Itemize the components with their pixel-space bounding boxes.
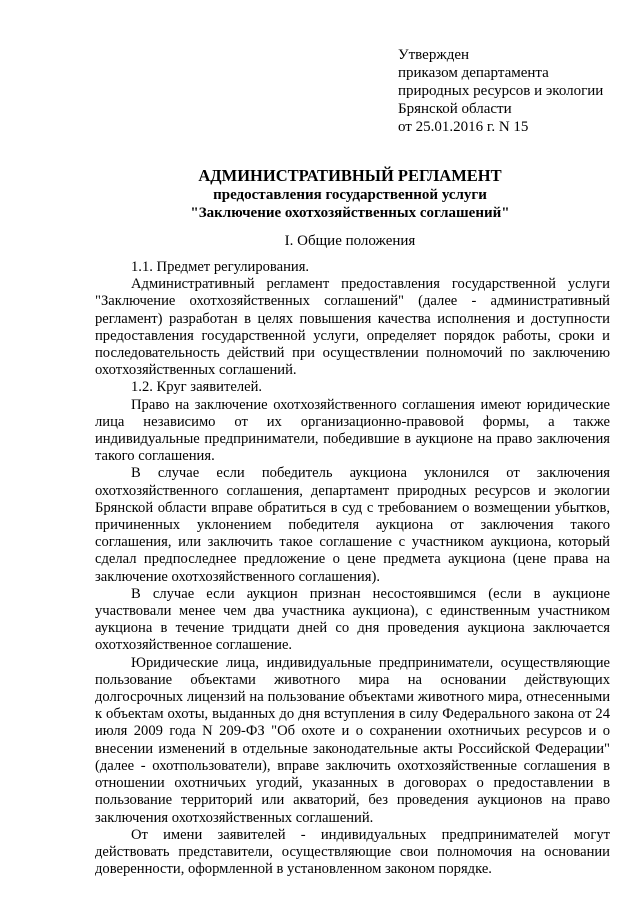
- approval-line: Брянской области: [398, 101, 512, 117]
- paragraph: 1.1. Предмет регулирования.: [131, 259, 310, 275]
- approval-line: от 25.01.2016 г. N 15: [398, 119, 529, 135]
- approval-line: Утвержден: [398, 47, 470, 63]
- approval-line: приказом департамента: [398, 65, 549, 81]
- paragraph: 1.2. Круг заявителей.: [131, 379, 263, 396]
- approval-stamp: [398, 46, 603, 136]
- section-heading: I. Общие положения: [284, 233, 416, 249]
- document-body: [95, 259, 610, 878]
- paragraph: В случае если победитель аукциона уклонился от заключения охотхозяйственного соглашения, департамент природных ресурсов и экологии Брянской области вправе обратиться в суд с требованием о возмещении убытков, причиненных уклонением победителя аукциона от заключения такого соглашения, или заключить такое соглашение с участником аукциона, который сделал предпоследнее предложение о цене предмета аукциона (цене права на заключение охотхозяйственного соглашения).: [95, 465, 610, 585]
- paragraph: Административный регламент предоставления государственной услуги "Заключение охотхозяйственных соглашений" (далее - административный регламент) разработан в целях повышения качества исполнения и доступности предоставления государственной услуги, определяет порядок работы, сроки и последовательность действий при осуществлении полномочий по заключению охотхозяйственных соглашений.: [95, 276, 610, 379]
- paragraph: От имени заявителей - индивидуальных предпринимателей могут действовать представители, осуществляющие свои полномочия на основании доверенности, оформленной в установленном законом порядке.: [95, 826, 610, 878]
- document-title: АДМИНИСТРАТИВНЫЙ РЕГЛАМЕНТ: [198, 166, 502, 185]
- paragraph: Юридические лица, индивидуальные предприниматели, осуществляющие пользование объектами животного мира на основании действующих долгосрочных лицензий на пользование объектами животного мира, отнесенными к объектам охоты, выданных до дня вступления в силу Федерального закона от 24 июля 2009 года N 209-ФЗ "Об охоте и о сохранении охотничьих ресурсов и о внесении изменений в отдельные законодательные акты Российской Федерации" (далее - охотпользователи), вправе заключить охотхозяйственные соглашения в отношении охотничьих угодий, указанных в договорах о предоставлении в пользование территорий или акваторий, без проведения аукционов на право заключения охотхозяйственных соглашений.: [95, 654, 610, 826]
- paragraph: В случае если аукцион признан несостоявшимся (если в аукционе участвовали менее чем два участника аукциона), с единственным участником аукциона в течение тридцати дней со дня проведения аукциона заключается охотхозяйственное соглашение.: [95, 585, 610, 654]
- document-subtitle: предоставления государственной услуги: [213, 187, 487, 203]
- document-title-block: [0, 166, 640, 222]
- approval-line: природных ресурсов и экологии: [398, 83, 604, 99]
- paragraph: Право на заключение охотхозяйственного соглашения имеют юридические лица независимо от их организационно-правовой формы, а также индивидуальные предприниматели, победившие в аукционе на право заключения такого соглашения.: [95, 396, 610, 465]
- document-service-name: "Заключение охотхозяйственных соглашений": [190, 205, 510, 221]
